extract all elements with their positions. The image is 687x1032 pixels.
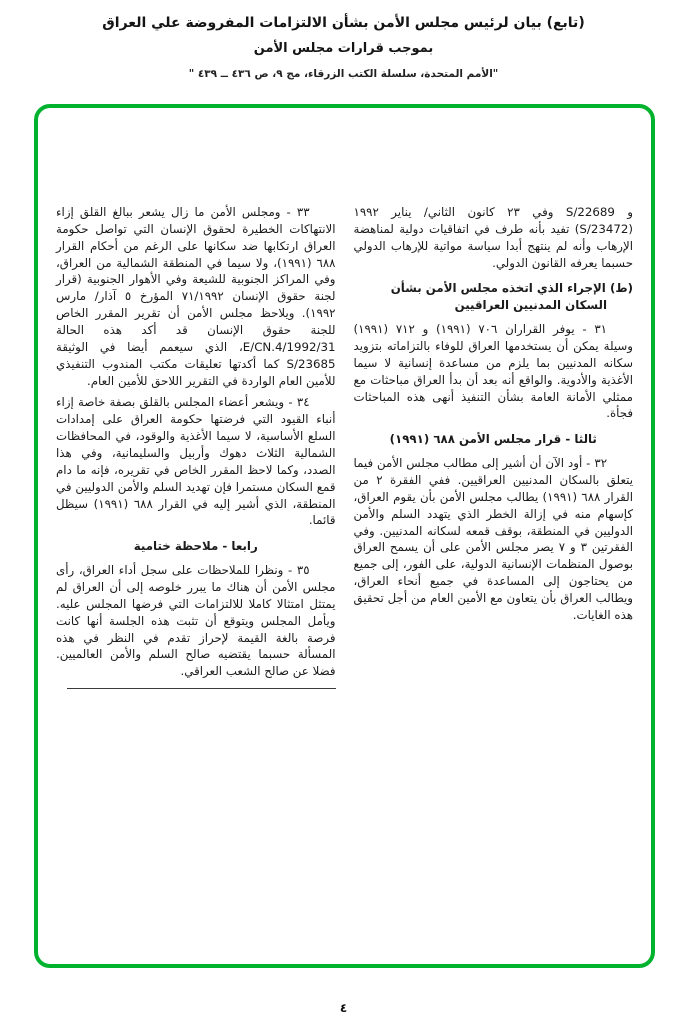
paragraph-continuation: و S/22689 وفي ٢٣ كانون الثاني/ يناير ١٩٩٢ (S/23472) تفيد بأنه طرف في اتفاقيات دولية لمناهضة الإرهاب وأنه لم ينتهج أبدا سياسة مواتية للإرهاب الدولي حسبما يعرفه القانون الدولي. xyxy=(353,205,633,270)
document-header xyxy=(0,0,687,80)
footnote-rule xyxy=(67,688,335,689)
paragraph-33: ٣٣ - ومجلس الأمن ما زال يشعر ببالغ القلق إزاء الانتهاكات الخطيرة لحقوق الإنسان التي تواصل حكومة العراق ارتكابها ضد سكانها على الرغم من أحكام القرار ٦٨٨ (١٩٩١)، ولا سيما في المنطقة الشمالية من العراق، وفي المراكز الجنوبية للشيعة وفي الأهوار الجنوبية (قرار لجنة حقوق الإنسان ٧١/١٩٩٢ المؤرخ ٥ آذار/ مارس ١٩٩٢). ويلاحظ مجلس الأمن أن تقرير المقرر الخاص للجنة حقوق الإنسان قد أكد هذه الحالة E/CN.4/1992/31، الذي سيعمم أيضا في الوثيقة S/23685 كما أكدتها تعليقات مكتب المندوب التنفيذي للأمين العام الواردة في التقرير اللاحق للأمين العام. xyxy=(56,205,336,388)
document-subtitle: بموجب قرارات مجلس الأمن xyxy=(253,41,434,56)
page-number: ٤ xyxy=(339,1001,348,1015)
section-heading-thalithan: ثالثا - قرار مجلس الأمن ٦٨٨ (١٩٩١) xyxy=(389,432,597,447)
two-column-layout xyxy=(38,108,651,689)
document-title: (تابع) بيان لرئيس مجلس الأمن بشأن الالتزامات المفروضة علي العراق xyxy=(102,15,585,31)
paragraph-35: ٣٥ - ونظرا للملاحظات على سجل أداء العراق، رأى مجلس الأمن أن هناك ما يبرر خلوصه إلى أن العراق لم يمتثل امتثالا كاملا للالتزامات التي فرضها المجلس عليه. ويأمل المجلس ويتوقع أن تثبت هذه الجلسة أنها كانت فرصة بالغة القيمة لإحراز تقدم في النظر في هذه المسألة حسبما يقتضيه صالح السلم والأمن العالميين. فضلا عن صالح الشعب العراقي. xyxy=(56,563,336,679)
paragraph-31: ٣١ - يوفر القراران ٧٠٦ (١٩٩١) و ٧١٢ (١٩٩١) وسيلة يمكن أن يستخدمها العراق للوفاء بالتزاماته بتزويد سكانه المدنيين بما يلزم من مساعدة إنسانية لا سيما الأغذية والأدوية. والواقع أنه بعد أن بدأ العراق مباحثات مع ممثلي الأمانة العامة بشأن التنفيذ أنهى هذه المباحثات فجأة. xyxy=(353,322,633,421)
document-source-citation: "الأمم المتحدة، سلسلة الكتب الزرقاء، مج ٩، ص ٤٣٦ ــ ٤٣٩ " xyxy=(188,68,499,80)
column-left xyxy=(56,204,336,689)
section-heading-rabian: رابعا - ملاحظة ختامية xyxy=(133,539,258,554)
page-footer xyxy=(0,997,687,1016)
paragraph-32: ٣٢ - أود الآن أن أشير إلى مطالب مجلس الأمن فيما يتعلق بالسكان المدنيين العراقيين. ففي الفقرة ٢ من القرار ٦٨٨ (١٩٩١) يطالب مجلس الأمن بأن يقوم العراق، كإسهام منه في إزالة الخطر الذي يتهدد السلم والأمن الدوليين في المنطقة، بوقف قمعه لسكانه المدنيين. وفي الفقرتين ٣ و ٧ يصر مجلس الأمن على أن يسمح العراق بوصول المنظمات الإنسانية الدولية، على الفور، إلى جميع من يحتاجون إلى المساعدة في جميع أنحاء العراق، ويطالب العراق بأن يتعاون مع الأمين العام من أجل تحقيق هذه الغايات. xyxy=(353,456,634,622)
section-heading-tah: (ط) الإجراء الذي اتخذه مجلس الأمن بشأن السكان المدنيين العراقيين xyxy=(390,281,633,313)
paragraph-34: ٣٤ - ويشعر أعضاء المجلس بالقلق بصفة خاصة إزاء أنباء القيود التي فرضتها حكومة العراق على إمدادات السلع الأساسية، لا سيما الأغذية والوقود، في المحافظات الشمالية الثلاث دهوك وأربيل والسليمانية، وفي هذا الصدد، وكما لاحظ المقرر الخاص في تقريره، فإنه ما دام قمع السكان مستمرا فإن تهديد السلم والأمن الدوليين في المنطقة، الذي أشير إليه في القرار ٦٨٨ (١٩٩١) سيظل قائما. xyxy=(56,395,336,528)
column-right xyxy=(354,204,634,629)
content-frame xyxy=(34,104,655,968)
